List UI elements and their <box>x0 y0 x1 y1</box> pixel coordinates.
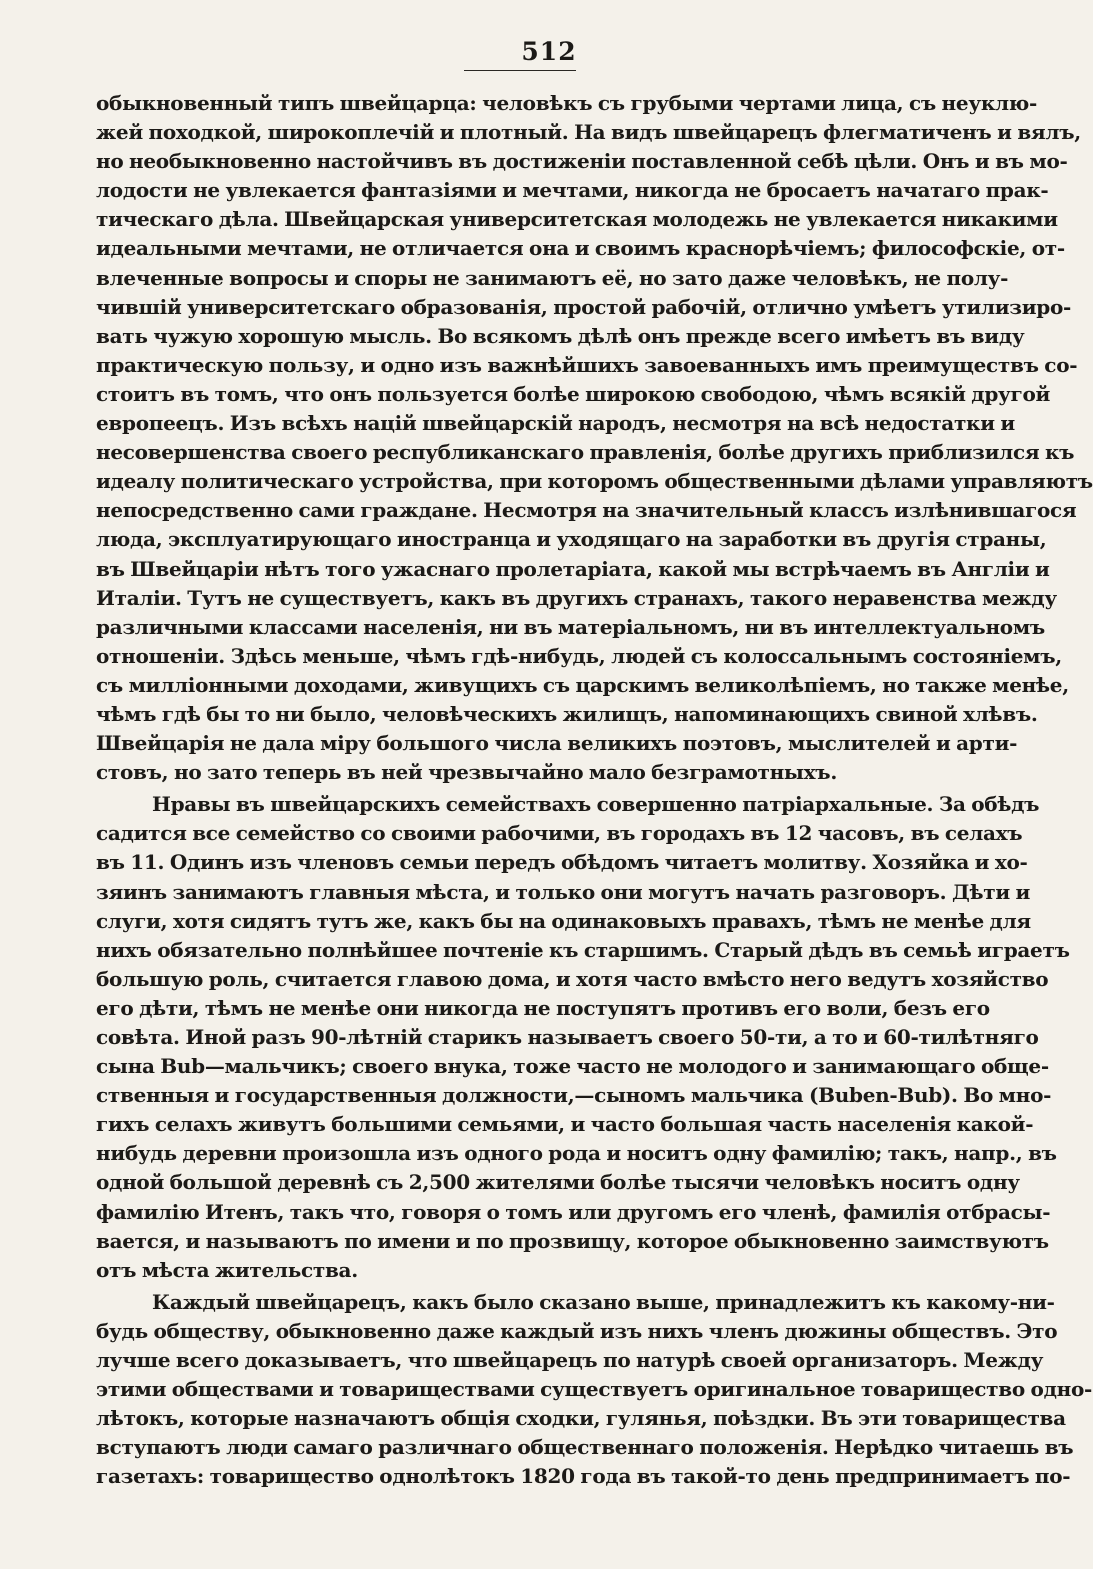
text-line: зяинъ занимаютъ главныя мѣста, и только они могутъ начать разговоръ. Дѣти и <box>96 879 1031 904</box>
text-line: его дѣти, тѣмъ не менѣе они никогда не поступятъ противъ его воли, безъ его <box>96 995 990 1020</box>
text-line: совѣта. Иной разъ 90-лѣтній старикъ называетъ своего 50-ти, а то и 60-тилѣтняго <box>96 1025 1039 1049</box>
book-page <box>96 34 1093 1492</box>
text-line: несовершенства своего республиканскаго правленія, болѣе другихъ приблизился къ <box>96 440 1075 465</box>
text-line: нихъ обязательно полнѣйшее почтеніе къ старшимъ. Старый дѣдъ въ семьѣ играетъ <box>96 937 1070 962</box>
text-line: вать чужую хорошую мысль. Во всякомъ дѣлѣ онъ прежде всего имѣетъ въ виду <box>96 323 1025 348</box>
text-line: слуги, хотя сидятъ тутъ же, какъ бы на одинаковыхъ правахъ, тѣмъ не менѣе для <box>96 908 1031 933</box>
text-line: стовъ, но зато теперь въ ней чрезвычайно мало безграмотныхъ. <box>96 760 838 785</box>
text-line: одной большой деревнѣ съ 2,500 жителями болѣе тысячи человѣкъ носитъ одну <box>96 1170 1020 1195</box>
text-line: идеалу политическаго устройства, при которомъ общественными дѣлами управляютъ <box>96 469 1093 494</box>
body-text <box>96 89 1093 1492</box>
text-line: Италіи. Тутъ не существуетъ, какъ въ другихъ странахъ, такого неравенства между <box>96 585 1057 610</box>
text-line: непосредственно сами граждане. Несмотря на значительный классъ излѣнившагося <box>96 498 1077 523</box>
text-line: различными классами населенія, ни въ матеріальномъ, ни въ интеллектуальномъ <box>96 614 1045 639</box>
text-line: влеченные вопросы и споры не занимаютъ её, но зато даже человѣкъ, не полу- <box>96 265 1009 290</box>
text-line: гихъ селахъ живутъ большими семьями, и часто большая часть населенія какой- <box>96 1112 1034 1137</box>
text-line: Нравы въ швейцарскихъ семействахъ совершенно патріархальные. За обѣдъ <box>152 792 1040 817</box>
text-line: большую роль, считается главою дома, и хотя часто вмѣсто него ведутъ хозяйство <box>96 966 1049 991</box>
text-line: въ 11. Одинъ изъ членовъ семьи передъ обѣдомъ читаетъ молитву. Хозяйка и хо- <box>96 850 1028 875</box>
text-line: ственныя и государственныя должности,—сыномъ мальчика (Buben-Bub). Во мно- <box>96 1083 1052 1108</box>
text-line: практическую пользу, и одно изъ важнѣйшихъ завоеванныхъ имъ преимуществъ со- <box>96 352 1078 377</box>
paragraph-3 <box>96 1288 1092 1492</box>
text-line: стоитъ въ томъ, что онъ пользуется болѣе широкою свободою, чѣмъ всякій другой <box>96 381 1051 406</box>
text-line: Швейцарія не дала міру большого числа великихъ поэтовъ, мыслителей и арти- <box>96 731 1018 756</box>
text-line: лодости не увлекается фантазіями и мечтами, никогда не бросаетъ начатаго прак- <box>96 178 1049 203</box>
text-line: фамилію Итенъ, такъ что, говоря о томъ или другомъ его членѣ, фамилія отбрасы- <box>96 1199 1051 1224</box>
text-line: вступаютъ люди самаго различнаго общественнаго положенія. Нерѣдко читаешь въ <box>96 1435 1074 1460</box>
text-line: лучше всего доказываетъ, что швейцарецъ по натурѣ своей организаторъ. Между <box>96 1348 1044 1373</box>
text-line: вается, и называютъ по имени и по прозвищу, которое обыкновенно заимствуютъ <box>96 1228 1049 1253</box>
text-line: но необыкновенно настойчивъ въ достиженіи поставленной себѣ цѣли. Онъ и въ мо- <box>96 149 1068 174</box>
text-line: сына Bub—мальчикъ; своего внука, тоже часто не молодого и занимающаго обще- <box>96 1054 1049 1079</box>
text-line: тическаго дѣла. Швейцарская университетская молодежь не увлекается никакими <box>96 207 1058 232</box>
text-line: въ Швейцаріи нѣтъ того ужаснаго пролетаріата, какой мы встрѣчаемъ въ Англіи и <box>96 556 1050 581</box>
page-number: 512 <box>521 37 577 66</box>
text-line: газетахъ: товарищество однолѣтокъ 1820 года въ такой-то день предпринимаетъ по- <box>96 1464 1071 1489</box>
text-line: жей походкой, широкоплечій и плотный. На видъ швейцарецъ флегматиченъ и вялъ, <box>96 120 1081 145</box>
text-line: садится все семейство со своими рабочими, въ городахъ въ 12 часовъ, въ селахъ <box>96 821 1023 846</box>
text-line: отъ мѣста жительства. <box>96 1257 358 1282</box>
text-line: идеальными мечтами, не отличается она и своимъ краснорѣчіемъ; философскіе, от- <box>96 236 1065 261</box>
text-line: европеецъ. Изъ всѣхъ націй швейцарскій народъ, несмотря на всѣ недостатки и <box>96 411 1015 436</box>
text-line: съ милліонными доходами, живущихъ съ царскимъ великолѣпіемъ, но также менѣе, <box>96 672 1069 697</box>
page-number-rule <box>464 70 576 71</box>
text-line: отношеніи. Здѣсь меньше, чѣмъ гдѣ-нибудь, людей съ колоссальнымъ состояніемъ, <box>96 643 1062 668</box>
text-line: будь обществу, обыкновенно даже каждый изъ нихъ членъ дюжины обществъ. Это <box>96 1318 1058 1343</box>
paragraph-2 <box>96 790 1070 1285</box>
text-line: Каждый швейцарецъ, какъ было сказано выше, принадлежитъ къ какому-ни- <box>152 1289 1055 1314</box>
text-line: чившій университетскаго образованія, простой рабочій, отлично умѣетъ утилизиро- <box>96 294 1072 319</box>
text-line: нибудь деревни произошла изъ одного рода и носитъ одну фамилію; такъ, напр., въ <box>96 1141 1057 1166</box>
text-line: чѣмъ гдѣ бы то ни было, человѣческихъ жилищъ, напоминающихъ свиной хлѣвъ. <box>96 701 1038 726</box>
text-line: этими обществами и товариществами существуетъ оригинальное товарищество одно- <box>96 1377 1092 1402</box>
paragraph-1 <box>96 89 1093 787</box>
text-line: люда, эксплуатирующаго иностранца и уходящаго на заработки въ другія страны, <box>96 527 1047 552</box>
text-line: лѣтокъ, которые назначаютъ общія сходки, гулянья, поѣздки. Въ эти товарищества <box>96 1406 1066 1431</box>
text-line: обыкновенный типъ швейцарца: человѣкъ съ грубыми чертами лица, съ неуклю- <box>96 91 1037 115</box>
